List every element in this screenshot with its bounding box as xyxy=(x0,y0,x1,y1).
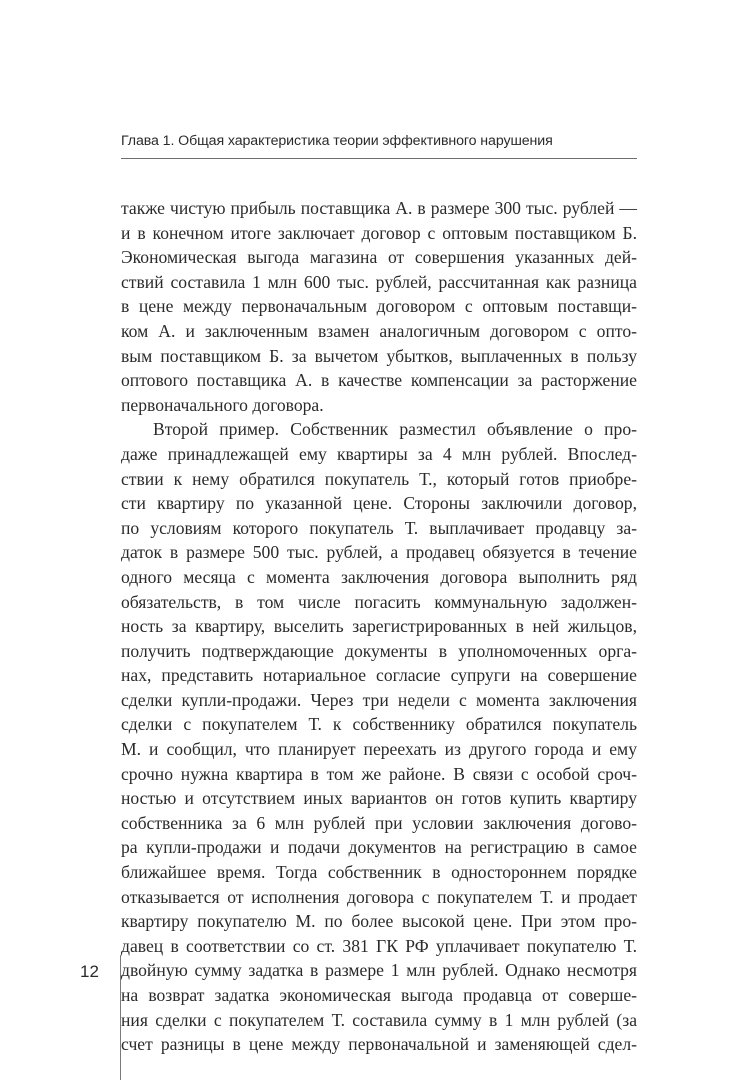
text-line: ствии к нему обратился покупатель Т., который готов приобре- xyxy=(121,468,637,489)
text-line: нах, представить нотариальное согласие супруги на совершение xyxy=(121,665,637,686)
text-line: даже принадлежащей ему квартиры за 4 млн рублей. Впослед- xyxy=(121,443,637,464)
text-line: первоначального договора. xyxy=(121,394,324,415)
paragraph-first-line: Второй пример. Собственник разместил объявление о про- xyxy=(153,419,637,440)
text-line: ния сделки с покупателем Т. составила сумму в 1 млн рублей (за xyxy=(121,1009,637,1030)
text-line: ностью и отсутствием иных вариантов он готов купить квартиру xyxy=(121,788,637,809)
text-line: давец в соответствии со ст. 381 ГК РФ уплачивает покупателю Т. xyxy=(121,935,637,956)
text-line: ность за квартиру, выселить зарегистрированных в ней жильцов, xyxy=(121,616,637,637)
text-line: по условиям которого покупатель Т. выплачивает продавцу за- xyxy=(121,517,637,538)
running-head-text: Глава 1. Общая характеристика теории эффективного нарушения xyxy=(121,133,553,149)
text-line: ра купли-продажи и подачи документов на регистрацию в самое xyxy=(121,837,637,858)
text-line: Экономическая выгода магазина от совершения указанных дей- xyxy=(121,247,637,268)
text-line: и в конечном итоге заключает договор с оптовым поставщиком Б. xyxy=(121,222,637,243)
text-line: отказывается от исполнения договора с покупателем Т. и продает xyxy=(121,886,637,907)
page-number: 12 xyxy=(80,962,99,981)
text-line: счет разницы в цене между первоначальной и заменяющей сдел- xyxy=(121,1034,637,1055)
text-line: сделки с покупателем Т. к собственнику обратился покупатель xyxy=(121,714,637,735)
margin-rule xyxy=(120,955,121,1080)
text-line: М. и сообщил, что планирует переехать из другого города и ему xyxy=(121,739,637,760)
text-line: ствий составила 1 млн 600 тыс. рублей, рассчитанная как разница xyxy=(121,271,637,292)
text-line: квартиру покупателю М. по более высокой цене. При этом про- xyxy=(121,911,637,932)
text-line: получить подтверждающие документы в уполномоченных орга- xyxy=(121,640,637,661)
text-line: также чистую прибыль поставщика А. в размере 300 тыс. рублей — xyxy=(121,198,637,218)
running-head xyxy=(121,131,637,159)
text-line: ком А. и заключенным взамен аналогичным договором с опто- xyxy=(121,320,637,341)
text-line: двойную сумму задатка в размере 1 млн рублей. Однако несмотря xyxy=(121,960,637,981)
body-text xyxy=(121,196,637,1057)
text-line: вым поставщиком Б. за вычетом убытков, выплаченных в пользу xyxy=(121,345,637,366)
text-line: сти квартиру по указанной цене. Стороны заключили договор, xyxy=(121,493,637,514)
text-line: одного месяца с момента заключения договора выполнить ряд xyxy=(121,566,637,587)
text-line: в цене между первоначальным договором с оптовым поставщи- xyxy=(121,296,637,317)
text-line: ближайшее время. Тогда собственник в одностороннем порядке xyxy=(121,862,637,883)
text-line: обязательств, в том числе погасить коммунальную задолжен- xyxy=(121,591,637,612)
text-line: даток в размере 500 тыс. рублей, а продавец обязуется в течение xyxy=(121,542,637,563)
text-line: сделки купли-продажи. Через три недели с момента заключения xyxy=(121,689,637,710)
text-line: собственника за 6 млн рублей при условии заключения догово- xyxy=(121,812,637,833)
text-line: оптового поставщика А. в качестве компенсации за расторжение xyxy=(121,370,637,391)
text-line: на возврат задатка экономическая выгода продавца от соверше- xyxy=(121,985,637,1005)
text-line: срочно нужна квартира в том же районе. В связи с особой сроч- xyxy=(121,763,637,784)
